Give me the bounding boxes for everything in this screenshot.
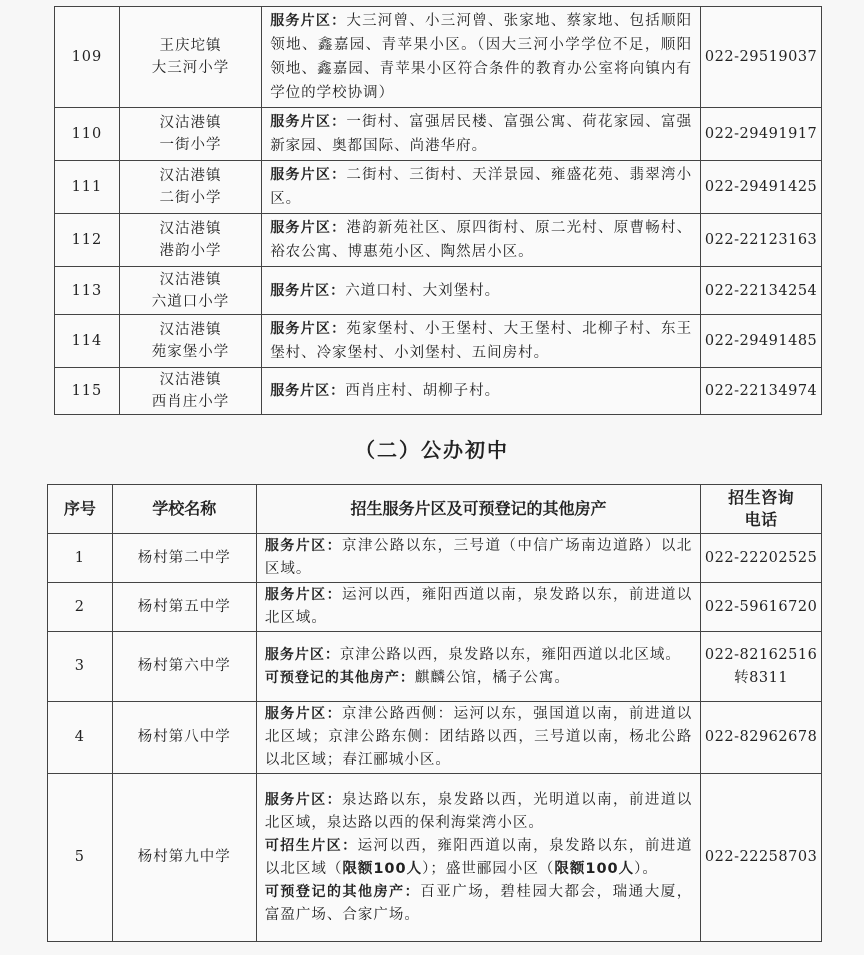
service-area: 服务片区：苑家堡村、小王堡村、大王堡村、北柳子村、东王堡村、冷家堡村、小刘堡村、五间房村。 <box>262 315 701 368</box>
service-area: 服务片区：港韵新苑社区、原四街村、原二光村、原曹畅村、裕农公寓、博惠苑小区、陶然居小区。 <box>262 214 701 267</box>
school-name: 汉沽港镇 一街小学 <box>119 108 261 161</box>
header-phone: 招生咨询 电话 <box>701 485 822 534</box>
service-area: 服务片区：京津公路以西，泉发路以东，雍阳西道以北区域。 可预登记的其他房产：麒麟公馆，橘子公寓。 <box>256 632 700 702</box>
phone-number: 022-29491917 <box>701 108 822 161</box>
row-number: 2 <box>48 583 113 632</box>
phone-number: 022-59616720 <box>701 583 822 632</box>
service-area: 服务片区：六道口村、大刘堡村。 <box>262 267 701 315</box>
school-name: 汉沽港镇 二街小学 <box>119 161 261 214</box>
table-row <box>55 108 822 161</box>
school-name: 汉沽港镇 西肖庄小学 <box>119 368 261 415</box>
service-area: 服务片区：运河以西，雍阳西道以南，泉发路以东，前进道以北区域。 <box>256 583 700 632</box>
header-number: 序号 <box>48 485 113 534</box>
table-row <box>48 583 822 632</box>
phone-number: 022-82162516 转8311 <box>701 632 822 702</box>
row-number: 109 <box>55 7 120 108</box>
school-name: 杨村第九中学 <box>112 774 256 942</box>
service-area: 服务片区：大三河曾、小三河曾、张家地、蔡家地、包括顺阳领地、鑫嘉园、青苹果小区。（因大三河小学学位不足，顺阳领地、鑫嘉园、青苹果小区符合条件的教育办公室将向镇内有学位的学校协调） <box>262 7 701 108</box>
table-row <box>55 7 822 108</box>
middle-school-table <box>47 484 822 942</box>
row-number: 110 <box>55 108 120 161</box>
row-number: 114 <box>55 315 120 368</box>
row-number: 111 <box>55 161 120 214</box>
phone-number: 022-22258703 <box>701 774 822 942</box>
row-number: 1 <box>48 534 113 583</box>
table-row <box>55 214 822 267</box>
phone-number: 022-22123163 <box>701 214 822 267</box>
phone-number: 022-22134254 <box>701 267 822 315</box>
school-name: 汉沽港镇 苑家堡小学 <box>119 315 261 368</box>
school-name: 杨村第六中学 <box>112 632 256 702</box>
phone-number: 022-22202525 <box>701 534 822 583</box>
school-name: 杨村第五中学 <box>112 583 256 632</box>
service-area: 服务片区：一街村、富强居民楼、富强公寓、荷花家园、富强新家园、奥都国际、尚港华府。 <box>262 108 701 161</box>
table-row <box>48 774 822 942</box>
phone-number: 022-29519037 <box>701 7 822 108</box>
header-school-name: 学校名称 <box>112 485 256 534</box>
row-number: 3 <box>48 632 113 702</box>
table-row <box>55 161 822 214</box>
table-header-row <box>48 485 822 534</box>
service-area: 服务片区：二街村、三街村、天洋景园、雍盛花苑、翡翠湾小区。 <box>262 161 701 214</box>
school-name: 王庆坨镇 大三河小学 <box>119 7 261 108</box>
row-number: 5 <box>48 774 113 942</box>
quota-note: 限额100人 <box>342 860 423 877</box>
row-number: 112 <box>55 214 120 267</box>
table-row <box>48 632 822 702</box>
phone-number: 022-82962678 <box>701 702 822 774</box>
table-row <box>55 368 822 415</box>
phone-number: 022-29491485 <box>701 315 822 368</box>
phone-number: 022-22134974 <box>701 368 822 415</box>
primary-school-table <box>54 6 822 415</box>
row-number: 113 <box>55 267 120 315</box>
service-area: 服务片区：京津公路以东，三号道（中信广场南边道路）以北区域。 <box>256 534 700 583</box>
row-number: 115 <box>55 368 120 415</box>
school-name: 汉沽港镇 港韵小学 <box>119 214 261 267</box>
table-row <box>55 267 822 315</box>
service-area: 服务片区：京津公路西侧：运河以东，强国道以南，前进道以北区域；京津公路东侧：团结路以西，三号道以南，杨北公路以北区域；春江郦城小区。 <box>256 702 700 774</box>
table-row <box>48 534 822 583</box>
row-number: 4 <box>48 702 113 774</box>
table-row <box>48 702 822 774</box>
section-title: （二）公办初中 <box>355 438 509 462</box>
school-name: 汉沽港镇 六道口小学 <box>119 267 261 315</box>
table-row <box>55 315 822 368</box>
service-area: 服务片区：泉达路以东，泉发路以西，光明道以南，前进道以北区域，泉达路以西的保利海棠湾小区。 可招生片区：运河以西，雍阳西道以南，泉发路以东，前进道以北区域（限额100人）；盛世郦园小区（限额100人）。 可预登记的其他房产：百亚广场，碧桂园大都会，瑞通大厦，富盈广场、合家广场。 <box>256 774 700 942</box>
service-area: 服务片区：西肖庄村、胡柳子村。 <box>262 368 701 415</box>
school-name: 杨村第二中学 <box>112 534 256 583</box>
school-name: 杨村第八中学 <box>112 702 256 774</box>
header-service-area: 招生服务片区及可预登记的其他房产 <box>256 485 700 534</box>
phone-number: 022-29491425 <box>701 161 822 214</box>
quota-note: 限额100人 <box>554 860 635 877</box>
